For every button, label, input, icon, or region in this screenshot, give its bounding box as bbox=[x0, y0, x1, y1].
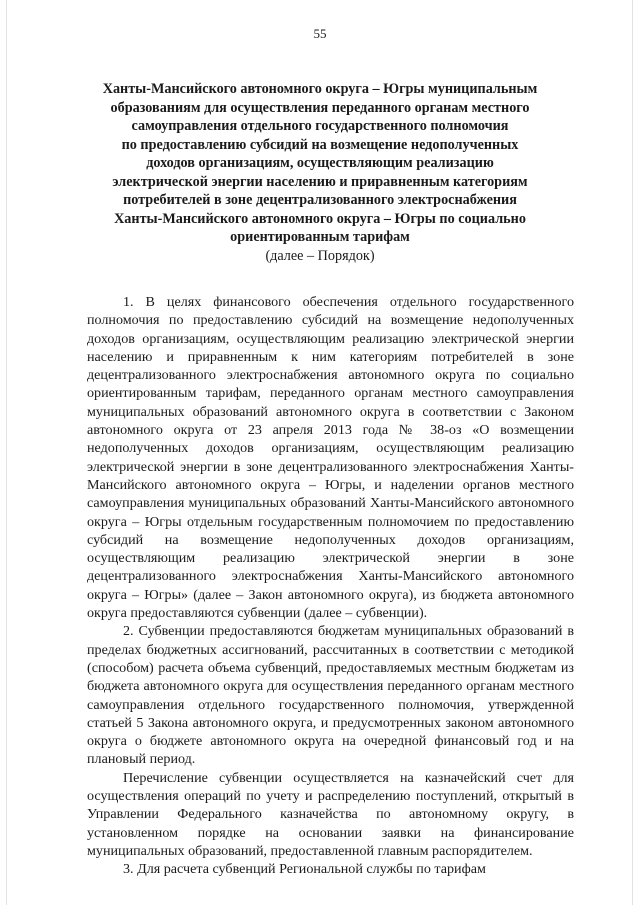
heading-line: потребителей в зоне децентрализованного электроснабжения bbox=[123, 192, 517, 208]
heading-line: доходов организациям, осуществляющим реализацию bbox=[146, 155, 494, 171]
heading-line: электрической энергии населению и приравненным категориям bbox=[112, 173, 528, 190]
heading-line: Ханты-Мансийского автономного округа – Югры по социально bbox=[114, 210, 526, 227]
heading-line: Ханты-Мансийского автономного округа – Югры муниципальным bbox=[102, 81, 538, 97]
document-heading bbox=[70, 80, 570, 265]
heading-line: по предоставлению субсидий на возмещение недополученных bbox=[121, 136, 519, 153]
heading-line: образованиям для осуществления переданного органам местного bbox=[110, 99, 530, 116]
page-number: 55 bbox=[313, 26, 327, 41]
scan-edge-right bbox=[632, 0, 633, 905]
paragraph-3: 3. Для расчета субвенций Региональной службы по тарифам bbox=[123, 861, 486, 878]
heading-subtitle: (далее – Порядок) bbox=[265, 247, 375, 264]
heading-line: самоуправления отдельного государственного полномочия bbox=[131, 118, 509, 134]
paragraph-transfer: Перечисление субвенции осуществляется на казначейский счет для осуществления операций по учету и распределению поступлений, открытый в Управлении Федерального казначейства по автономному округу, в установленном порядке на основании заявки на финансирование муниципальных образований, предоставленной главным распорядителем. bbox=[87, 769, 574, 859]
scan-edge-left bbox=[6, 0, 7, 905]
heading-line: ориентированным тарифам bbox=[230, 229, 410, 245]
document-body bbox=[87, 293, 574, 879]
paragraph-2: 2. Субвенции предоставляются бюджетам муниципальных образований в пределах бюджетных ассигнований, рассчитанных в соответствии с методикой (способом) расчета объема субвенций, предоставляемых местным бюджетам из бюджета автономного округа для осуществления переданного органам местного самоуправления отдельного государственного полномочия, утвержденной статьей 5 Закона автономного округа, и предусмотренных законом автономного округа о бюджете автономного округа на очередной финансовый год и на плановый период. bbox=[87, 623, 574, 768]
paragraph-1: 1. В целях финансового обеспечения отдельного государственного полномочия по предоставлению субсидий на возмещение недополученных доходов организациям, осуществляющим реализацию электрической энергии населению и приравненным к ним категориям потребителей в зоне децентрализованного электроснабжения автономного округа по социально ориентированным тарифам, переданного органам местного самоуправления муниципальных образований автономного округа в соответствии с Законом автономного округа от 23 апреля 2013 года № 38-оз «О возмещении недополученных доходов организациям, осуществляющим реализацию электрической энергии в зоне децентрализованного электроснабжения Ханты-Мансийского автономного округа – Югры, и наделении органов местного самоуправления муниципальных образований Ханты-Мансийского автономного округа – Югры отдельным государственным полномочием по предоставлению субсидий на возмещение недополученных доходов организациям, осуществляющим реализацию электрической энергии в зоне децентрализованного электроснабжения Ханты-Мансийского автономного округа – Югры» (далее – Закон автономного округа), из бюджета автономного округа предоставляются субвенции (далее – субвенции). bbox=[87, 294, 574, 622]
